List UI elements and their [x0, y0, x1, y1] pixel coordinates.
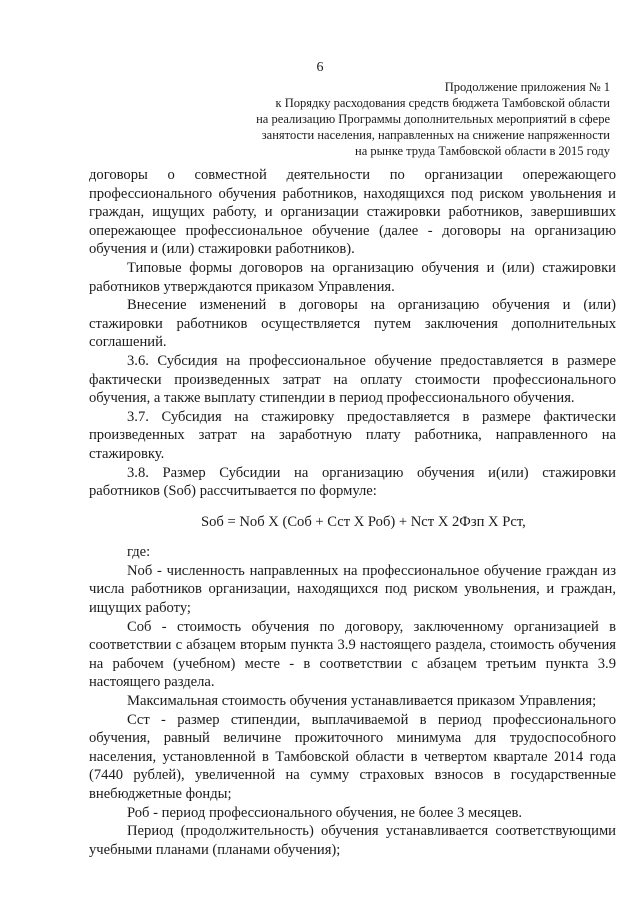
- header-note-line: к Порядку расходования средств бюджета Тамбовской области: [275, 96, 610, 110]
- paragraph-sst-definition: Сст - размер стипендии, выплачиваемой в период профессионального обучения, равный величине прожиточного минимума для трудоспособного населения, установленной в Тамбовской области в четвертом квартале 2014 года (7440 рублей), увеличенной на сумму страховых взносов в государственные внебюджетные фонды;: [89, 711, 616, 802]
- subsidy-formula: Sоб = Nоб X (Соб + Сст X Роб) + Nст X 2Фзп X Рст,: [201, 513, 526, 530]
- paragraph-where: где:: [127, 544, 151, 561]
- paragraph-3-7: 3.7. Субсидия на стажировку предоставляется в размере фактически произведенных затрат на заработную плату работника, направленного на стажировку.: [89, 408, 616, 462]
- header-note-line: на рынке труда Тамбовской области в 2015 году: [355, 144, 610, 158]
- paragraph-nob-definition: Nоб - численность направленных на профессиональное обучение граждан из числа работников организации, находящихся под риском увольнения, и граждан, ищущих работу;: [89, 562, 616, 617]
- document-body: [89, 166, 616, 859]
- header-note-line: Продолжение приложения № 1: [444, 80, 610, 94]
- header-note-line: на реализацию Программы дополнительных мероприятий в сфере: [256, 112, 610, 126]
- paragraph-max-cost: Максимальная стоимость обучения устанавливается приказом Управления;: [127, 693, 597, 710]
- paragraph-contracts: договоры о совместной деятельности по организации опережающего профессионального обучения работников, находящихся под риском увольнения и граждан, ищущих работу, и организации стажировки работников, завершивших опережающее профессиональное обучение (далее - договоры на организацию обучения и (или) стажировки работников).: [89, 167, 616, 258]
- paragraph-amendments: Внесение изменений в договоры на организацию обучения и (или) стажировки работников осуществляется путем заключения дополнительных соглашений.: [89, 297, 616, 351]
- header-note-line: занятости населения, направленных на снижение напряженности: [261, 128, 610, 142]
- paragraph-3-8: 3.8. Размер Субсидии на организацию обучения и(или) стажировки работников (Sоб) рассчитывается по формуле:: [89, 464, 616, 500]
- paragraph-typical-forms: Типовые формы договоров на организацию обучения и (или) стажировки работников утверждаются приказом Управления.: [89, 259, 616, 295]
- paragraph-rob-definition: Роб - период профессионального обучения, не более 3 месяцев.: [127, 804, 523, 821]
- paragraph-3-6: 3.6. Субсидия на профессиональное обучение предоставляется в размере фактически произведенных затрат на оплату стоимости профессионального обучения, а также выплату стипендии в период профессионального обучения.: [89, 352, 616, 407]
- page-number: 6: [316, 60, 324, 75]
- paragraph-period: Период (продолжительность) обучения устанавливается соответствующими учебными планами (планами обучения);: [89, 823, 616, 858]
- paragraph-sob-definition: Соб - стоимость обучения по договору, заключенному организацией в соответствии с абзацем вторым пункта 3.9 настоящего раздела, стоимость обучения на рабочем (учебном) месте - в соответствии с абзацем третьим пункта 3.9 настоящего раздела.: [89, 618, 616, 691]
- appendix-header-note: [190, 79, 610, 159]
